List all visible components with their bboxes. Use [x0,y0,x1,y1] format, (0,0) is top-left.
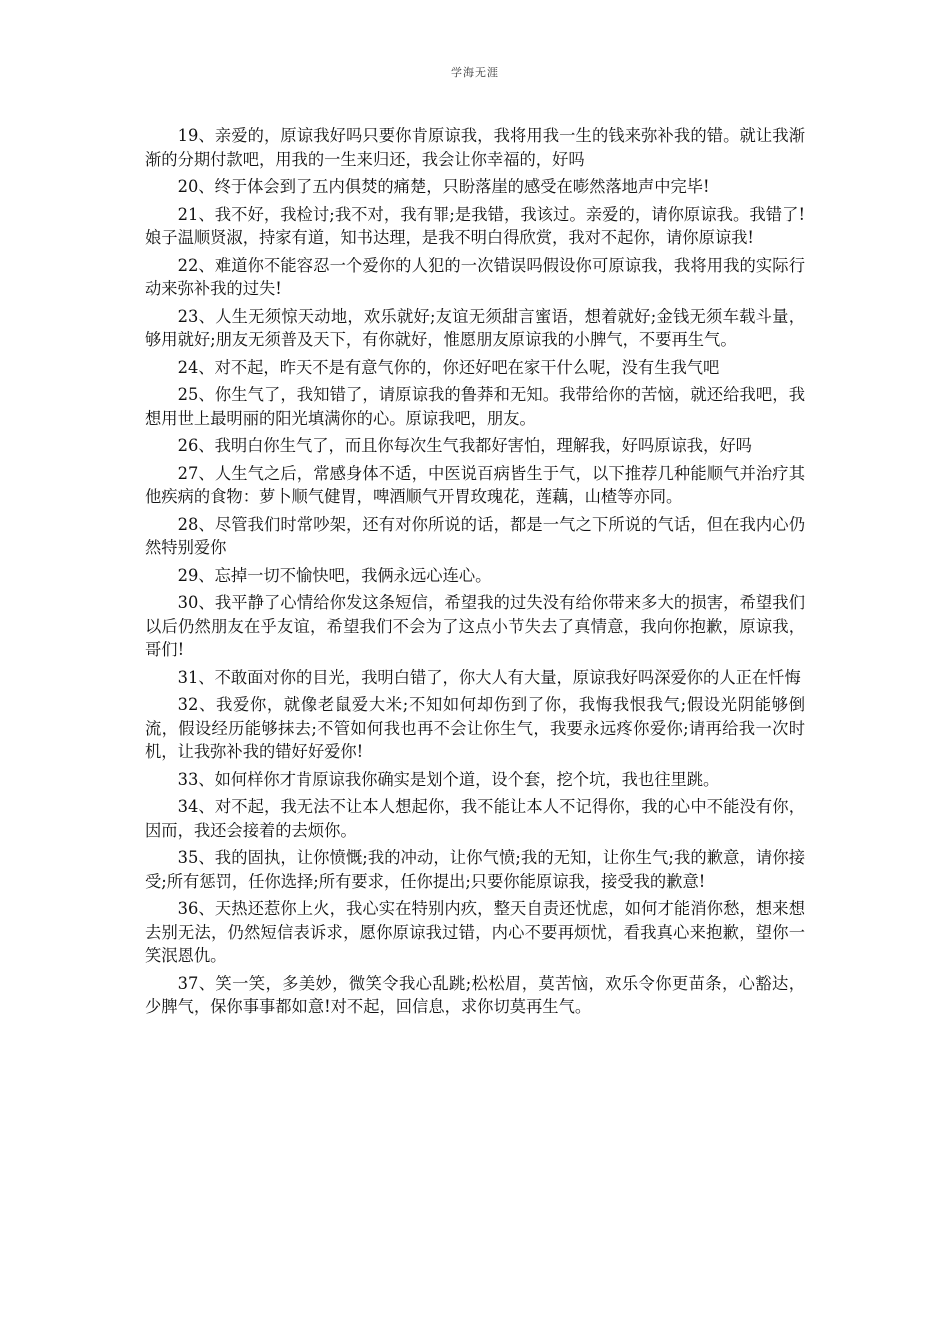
page-header: 学海无涯 [451,66,499,79]
paragraph-31: 31、不敢面对你的目光，我明白错了，你大人有大量，原谅我好吗深爱你的人正在忏悔 [177,667,801,687]
paragraph-35: 35、我的固执，让你愤慨;我的冲动，让你气愤;我的无知，让你生气;我的歉意，请你接受;所有惩罚，任你选择;所有要求，任你提出;只要你能原谅我，接受我的歉意! [145,848,805,891]
paragraph-26: 26、我明白你生气了，而且你每次生气我都好害怕，理解我，好吗原谅我，好吗 [177,436,752,455]
paragraph-20: 20、终于体会到了五内俱焚的痛楚，只盼落崖的感受在嘭然落地声中完毕! [177,177,710,196]
paragraph-28: 28、尽管我们时常吵架，还有对你所说的话，都是一气之下所说的气话，但在我内心仍然特别爱你 [145,514,805,557]
paragraph-19: 19、亲爱的，原谅我好吗只要你肯原谅我，我将用我一生的钱来弥补我的错。就让我渐渐的分期付款吧，用我的一生来归还，我会让你幸福的，好吗 [145,126,805,169]
paragraph-34: 34、对不起，我无法不让本人想起你，我不能让本人不记得你，我的心中不能没有你，因而，我还会接着的去烦你。 [145,797,805,840]
paragraph-30: 30、我平静了心情给你发这条短信，希望我的过失没有给你带来多大的损害，希望我们以后仍然朋友在乎友谊，希望我们不会为了这点小节失去了真情意，我向你抱歉，原谅我，哥们! [145,593,805,659]
paragraph-27: 27、人生气之后，常感身体不适，中医说百病皆生于气，以下推荐几种能顺气并治疗其他疾病的食物：萝卜顺气健胃，啤酒顺气开胃玫瑰花，莲藕，山楂等亦同。 [145,463,805,506]
paragraph-32: 32、我爱你，就像老鼠爱大米;不知如何却伤到了你，我悔我恨我气;假设光阴能够倒流，假设经历能够抹去;不管如何我也再不会让你生气，我要永远疼你爱你;请再给我一次时机，让我弥补我的错好好爱你! [145,695,805,761]
paragraph-33: 33、如何样你才肯原谅我你确实是划个道，设个套，挖个坑，我也往里跳。 [177,769,720,789]
paragraph-24: 24、对不起，昨天不是有意气你的，你还好吧在家干什么呢，没有生我气吧 [177,357,720,377]
paragraph-21: 21、我不好，我检讨;我不对，我有罪;是我错，我该过。亲爱的，请你原谅我。我错了!娘子温顺贤淑，持家有道，知书达理，是我不明白得欣赏，我对不起你，请你原谅我! [145,204,805,247]
paragraph-36: 36、天热还惹你上火，我心实在特别内疚，整天自责还忧虑，如何才能消你愁，想来想去别无法，仍然短信表诉求，愿你原谅我过错，内心不要再烦忧，看我真心来抱歉，望你一笑泯恩仇。 [145,899,805,965]
document-body [145,124,805,1023]
paragraph-23: 23、人生无须惊天动地，欢乐就好;友谊无须甜言蜜语，想着就好;金钱无须车载斗量，够用就好;朋友无须普及天下，有你就好，惟愿朋友原谅我的小脾气，不要再生气。 [145,306,805,349]
paragraph-22: 22、难道你不能容忍一个爱你的人犯的一次错误吗假设你可原谅我，我将用我的实际行动来弥补我的过失! [145,255,805,298]
paragraph-37: 37、笑一笑，多美妙，微笑令我心乱跳;松松眉，莫苦恼，欢乐令你更苗条，心豁达，少脾气，保你事事都如意!对不起，回信息，求你切莫再生气。 [145,973,805,1016]
paragraph-25: 25、你生气了，我知错了，请原谅我的鲁莽和无知。我带给你的苦恼，就还给我吧，我想用世上最明丽的阳光填满你的心。原谅我吧，朋友。 [145,385,805,428]
paragraph-29: 29、忘掉一切不愉快吧，我俩永远心连心。 [177,565,492,585]
